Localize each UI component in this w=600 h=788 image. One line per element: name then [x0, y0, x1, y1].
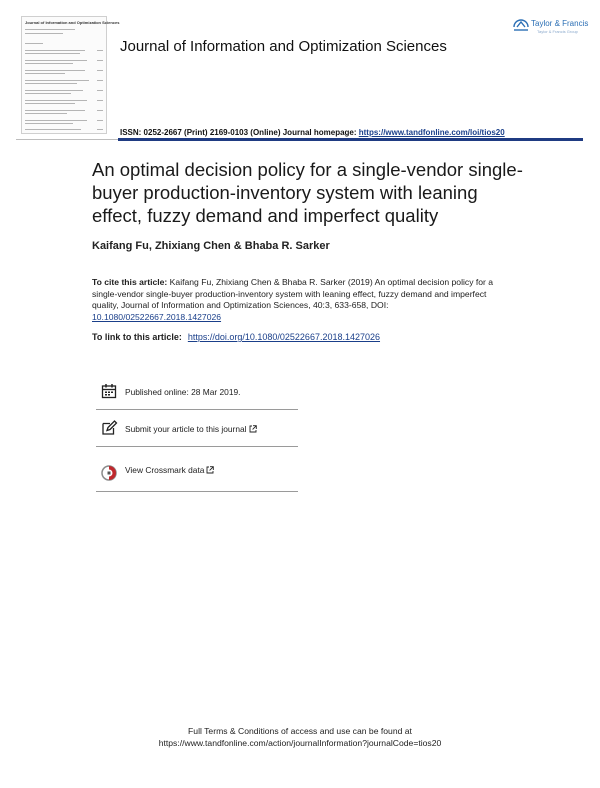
journal-title[interactable]: Journal of Information and Optimization Sciences — [120, 38, 447, 55]
footer — [0, 725, 600, 749]
issue-thumbnail — [21, 16, 120, 134]
link-label: To link to this article: — [92, 332, 182, 342]
thumbnail-title: Journal of Information and Optimization Sciences — [25, 20, 120, 25]
external-link-icon — [206, 466, 214, 474]
calendar-icon — [101, 383, 117, 399]
article-link-line — [92, 332, 380, 342]
crossmark-row[interactable] — [96, 455, 298, 492]
edit-icon — [101, 420, 117, 436]
submit-article-row[interactable] — [96, 410, 298, 447]
doi-link[interactable]: 10.1080/02522667.2018.1427026 — [92, 311, 222, 322]
footer-terms-link[interactable]: https://www.tandfonline.com/action/journalInformation?journalCode=tios20 — [158, 738, 442, 748]
crossmark-icon — [101, 465, 117, 481]
citation-block — [92, 277, 512, 323]
article-title: An optimal decision policy for a single-vendor single-buyer production-inventory system with leaning effect, fuzzy demand and imperfect quality — [92, 159, 523, 226]
journal-homepage-link[interactable]: https://www.tandfonline.com/loi/tios20 — [358, 128, 505, 137]
submit-article-label: Submit your article to this journal — [125, 424, 247, 434]
footer-terms-text: Full Terms & Conditions of access and use can be found at — [188, 726, 412, 736]
external-link-icon — [249, 425, 257, 433]
article-url-link[interactable]: https://doi.org/10.1080/02522667.2018.1427026 — [187, 332, 381, 342]
citation-label: To cite this article: — [92, 277, 168, 287]
issn-line — [120, 128, 505, 137]
publisher-logo-text: Taylor & Francis — [531, 19, 589, 28]
issn-text: ISSN: 0252-2667 (Print) 2169-0103 (Online) Journal homepage: — [120, 128, 359, 137]
header-accent-bar — [118, 138, 583, 141]
crossmark-link[interactable] — [125, 465, 214, 475]
citation-text: Kaifang Fu, Zhixiang Chen & Bhaba R. Sarker (2019) An optimal decision policy for a single-vendor single-buyer production-inventory system with leaning effect, fuzzy demand and imperfect quality, Journal of Information and Optimization Sciences, 40:3, 633-658, DOI: — [92, 277, 494, 311]
submit-article-link[interactable] — [125, 424, 257, 434]
published-info — [96, 373, 298, 410]
publisher-logo-subtext: Taylor & Francis Group — [537, 29, 578, 34]
crossmark-label: View Crossmark data — [125, 465, 205, 475]
article-authors[interactable]: Kaifang Fu, Zhixiang Chen & Bhaba R. Sarker — [92, 240, 330, 252]
published-date: Published online: 28 Mar 2019. — [125, 387, 241, 397]
